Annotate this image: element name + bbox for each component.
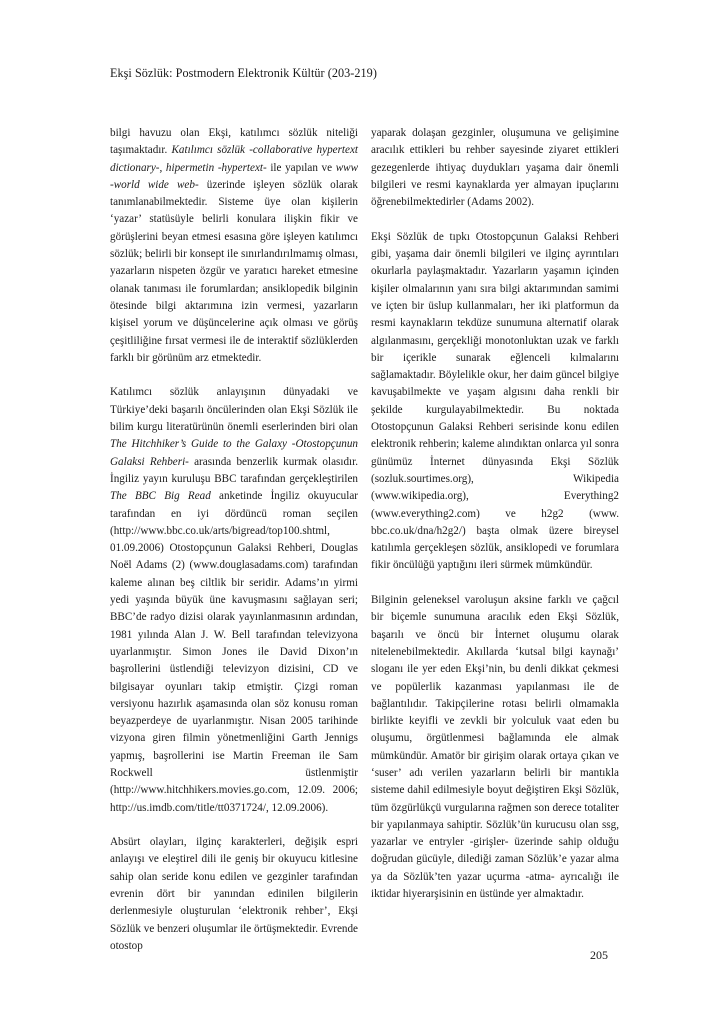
right-column bbox=[371, 125, 619, 921]
paragraph bbox=[110, 834, 358, 955]
italic-text: The Hitchhiker’s Guide to the Galaxy -Otostopçunun Galaksi Rehberi- bbox=[110, 438, 358, 468]
paragraph bbox=[371, 592, 619, 903]
italic-text: The BBC Big Read bbox=[110, 490, 211, 503]
text-run: yaparak dolaşan gezginler, oluşumuna ve gelişimine aracılık ettikleri bu rehber sayesinde ziyaret ettikleri gezegenlerde ihtiyaç duydukları yaşama dair önemli bilgileri ve resmi kaynaklarda yer almayan ipuçlarını öğrenebilmektedirler (Adams 2002). bbox=[371, 127, 619, 209]
left-column bbox=[110, 125, 358, 973]
text-run: anketinde İngiliz okuyucular tarafından en iyi dördüncü roman seçilen (http://www.bbc.co.uk/arts/bigread/top100.shtml, 01.09.2006) Otostopçunun Galaksi Rehberi, Douglas Noël Adams (2) (www.douglasadams.com) tarafından kaleme alınan beş ciltlik bir seridir. Adams’ın yirmi yedi yaşında büyük üne kavuşmasını sağlayan seri; BBC’de radyo dizisi olarak yayınlanmasının ardından, 1981 yılında Alan J. W. Bell tarafından televizyona uyarlanmıştır. Simon Jones ile David Dixon’ın başrollerini üstlendiği televizyon dizisini, CD ve bilgisayar oyunları takip etmiştir. Çizgi roman versiyonu hazırlık aşamasında olan söz konusu roman beyazperdeye de uyarlanmıştır. Nisan 2005 tarihinde vizyona giren filmin yönetmenliğini Garth Jennigs yapmış, başrollerini ise Martin Freeman ile Sam Rockwell üstlenmiştir (http://www.hitchhikers.movies.go.com, 12.09. 2006; http://us.imdb.com/title/tt0371724/, 12.09.2006). bbox=[110, 490, 359, 814]
page-number: 205 bbox=[590, 948, 608, 962]
text-run: Katılımcı sözlük anlayışının dünyadaki ve Türkiye’deki başarılı öncülerinden olan Ekşi Sözlük ile bilim kurgu literatürünün önemli eserlerinden biri olan bbox=[110, 386, 358, 434]
italic-text: Katılımcı sözlük -collaborative hypertext dictionary-, hipermetin -hypertext- bbox=[110, 144, 359, 174]
text-run: Absürt olayları, ilginç karakterleri, değişik espri anlayışı ve eleştirel dili ile geniş bir okuyucu kitlesine sahip olan seride konu edilen ve gezginler tarafından evrenin dört bir yanından edinilen bilgilerin derlenmesiyle oluşturulan ‘elektronik rehber’, Ekşi Sözlük ve benzeri oluşumlar ile örtüşmektedir. Evrende otostop bbox=[110, 836, 358, 952]
paragraph bbox=[371, 125, 619, 211]
text-run: arasında benzerlik kurmak olasıdır. İngiliz yayın kuruluşu BBC tarafından gerçekleştirilen bbox=[110, 455, 358, 485]
paragraph bbox=[110, 125, 358, 367]
paragraph bbox=[110, 384, 358, 816]
text-run: üzerinde işleyen sözlük olarak tanımlanabilmektedir. Sisteme üye olan kişilerin ‘yazar’ statüsüyle belirli konulara ilişkin fikir ve görüşlerini beyan etmesi esasına göre işleyen katılımcı sözlük; belirli bir konsept ile sınırlandırılmamış olması, yazarların nispeten özgür ve yaratıcı hareket etmesine olanak tanıması ile forumlardan; ansiklopedik bilginin ötesinde bilgi aktarımına izin vermesi, yazarların kişisel yorum ve düşüncelerine açık olması ve görüş çeşitliliğine fırsat vermesi ile de interaktif sözlüklerden farklı bir görünüm arz etmektedir. bbox=[110, 178, 359, 364]
text-run: bilgi havuzu olan Ekşi, katılımcı sözlük niteliği taşımaktadır. bbox=[110, 127, 358, 157]
italic-text: www -world wide web- bbox=[110, 161, 358, 191]
text-run: Bilginin geleneksel varoluşun aksine farklı ve çağcıl bir biçemle sunumuna aracılık eden Ekşi Sözlük, başarılı ve öncü bir İnternet oluşumu olarak nitelenebilmektedir. Akıllarda ‘kutsal bilgi kaynağı’ sloganı ile yer eden Ekşi’nin, bu denli dikkat çekmesi ve popülerlik kazanması yapılanması ile de bağlantılıdır. Takipçilerine rotası belirli olmamakla birlikte keyifli ve zevkli bir yolculuk vaat eden bu oluşumu, örgütlenmesi bağlamında ele almak mümkündür. Amatör bir girişim olarak ortaya çıkan ve ‘suser’ adı verilen yazarların belirli bir mantıkla sisteme dahil edilmesiyle boyut değiştiren Ekşi Sözlük, tüm özgürlükçü vurgularına rağmen son derece totaliter bir yapılanmaya sahiptir. Sözlük’ün kurucusu olan ssg, yazarlar ve entryler -girişler- üzerinde sahip olduğu doğrudan gücüyle, dilediği zaman Sözlük’e yazar alma ya da Sözlük’ten yazar uçurma -atma- ayrıcalığı ile iktidar hiyerarşisinin en üstünde yer almaktadır. bbox=[371, 594, 619, 901]
text-run: ile yapılan ve bbox=[266, 161, 336, 174]
running-head: Ekşi Sözlük: Postmodern Elektronik Kültür (203-219) bbox=[110, 66, 377, 80]
paragraph bbox=[371, 229, 619, 575]
text-run: Ekşi Sözlük de tıpkı Otostopçunun Galaksi Rehberi gibi, yaşama dair önemli bilgileri ve ilginç ayrıntıları okurlarla paylaşmaktadır. Yazarların yaşamın içinden kişiler olmalarının yanı sıra bilgi aktarımından samimi ve içten bir üslup kullanmaları, her iki platformun da resmi kaynakların tekdüze sunumuna alternatif olarak algılanmasını, gerçekliği monotonluktan uzak ve farklı bir içerikle sunarak eğlenceli kılmalarını sağlamaktadır. Böylelikle okur, her daim güncel bilgiye kavuşabilmekte ve yaşam algısını daha renkli bir şekilde kurgulayabilmektedir. Bu noktada Otostopçunun Galaksi Rehberi serisinde konu edilen elektronik rehberin; kaleme alındıktan onlarca yıl sonra günümüz İnternet dünyasında Ekşi Sözlük (sozluk.sourtimes.org), Wikipedia (www.wikipedia.org), Everything2 (www.everything2.com) ve h2g2 (www. bbc.co.uk/dna/h2g2/) başta olmak üzere bireysel katılımla gerçekleşen sözlük, ansiklopedi ve forumlara fikir öncülüğü yaptığını ileri sürmek mümkündür. bbox=[371, 230, 619, 572]
